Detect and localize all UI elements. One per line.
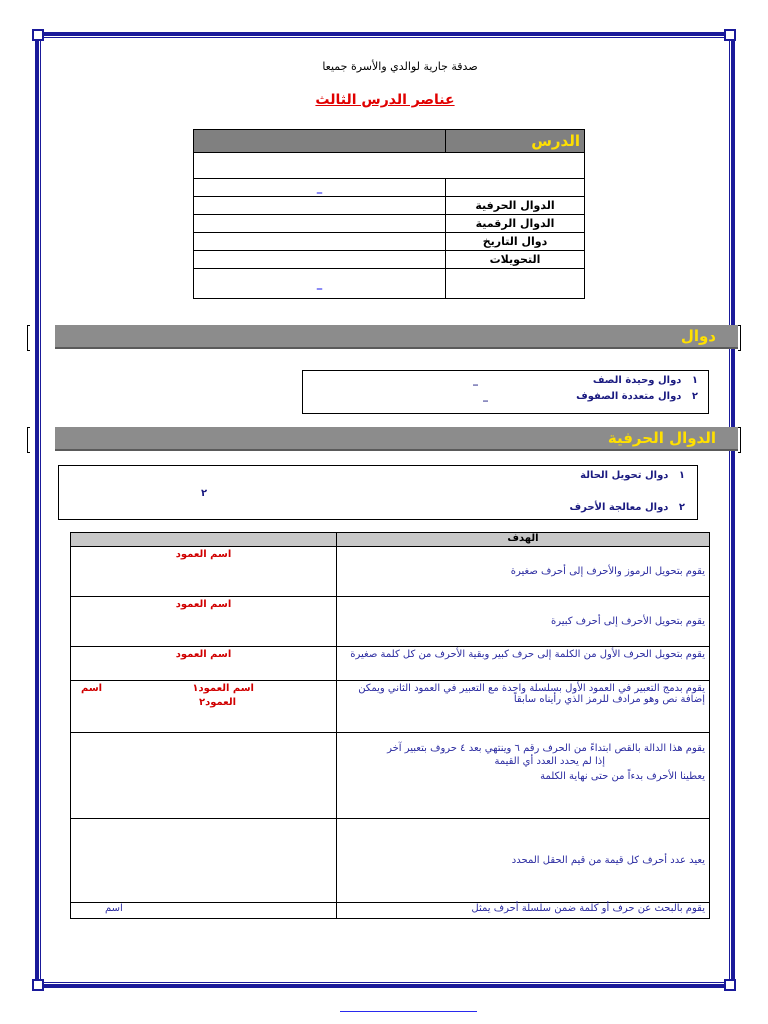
list-item: ٢ دوال متعددة الصفوف _ xyxy=(483,391,698,402)
section-header-text-functions xyxy=(55,427,738,451)
lesson-table-label xyxy=(446,179,585,197)
page-title: عناصر الدرس الثالث xyxy=(315,92,455,108)
lesson-table-header-blank xyxy=(194,130,446,153)
column-name-cell: اسم العمود xyxy=(71,547,337,597)
lesson-table-cell xyxy=(194,215,446,233)
footer-link-underline[interactable] xyxy=(340,1011,477,1012)
lesson-table-label xyxy=(446,269,585,299)
lesson-table-cell xyxy=(194,197,446,215)
list-item: ٢ دوال معالجة الأحرف xyxy=(569,502,685,513)
list-item: ١ دوال وحيدة الصف _ xyxy=(473,375,698,386)
frame-corner xyxy=(724,979,736,991)
section-title: دوال xyxy=(680,327,716,345)
text-functions-list-box xyxy=(58,465,698,520)
goal-cell: يقوم بدمج التعبير في العمود الأول بسلسلة واحدة مع التعبير في العمود الثاني ويمكن إضافة نص وهو مرادف للرمز الذي رأيناه سابقاً xyxy=(337,681,710,733)
table-row xyxy=(71,819,710,903)
column-name-cell: اسم xyxy=(71,903,337,919)
stray-number-line: ٢ xyxy=(201,488,208,499)
column-name-cell xyxy=(71,733,337,819)
goal-cell: يقوم بتحويل الأحرف إلى أحرف كبيرة xyxy=(337,597,710,647)
goal-cell: يعيد عدد أحرف كل قيمة من قيم الحقل المحدد xyxy=(337,819,710,903)
margin-marker xyxy=(738,427,741,453)
column-name-cell: اسم العمود xyxy=(71,597,337,647)
lesson-table-link[interactable]: _ xyxy=(194,179,446,197)
margin-marker xyxy=(27,325,30,351)
lesson-table-cell xyxy=(194,251,446,269)
table-row xyxy=(71,681,710,733)
table-header-blank xyxy=(71,533,337,547)
table-row xyxy=(71,547,710,597)
functions-table xyxy=(70,532,710,919)
column-name-cell xyxy=(71,819,337,903)
list-item: ١ دوال تحويل الحالة xyxy=(580,470,685,481)
table-row xyxy=(71,597,710,647)
list-item-label[interactable]: دوال معالجة الأحرف xyxy=(569,502,669,513)
column-name-cell: اسم العمود١ اسم العمود٢ xyxy=(71,681,337,733)
lesson-table-cell xyxy=(194,233,446,251)
frame-corner xyxy=(32,979,44,991)
lesson-item-text-functions[interactable]: الدوال الحرفية xyxy=(446,197,585,215)
table-header-goal: الهدف xyxy=(337,533,710,547)
frame-corner xyxy=(724,29,736,41)
lesson-table-link[interactable]: _ xyxy=(194,269,446,299)
margin-marker xyxy=(27,427,30,453)
list-item-label[interactable]: دوال متعددة الصفوف xyxy=(576,391,682,402)
table-row xyxy=(71,903,710,919)
list-item-label[interactable]: دوال تحويل الحالة xyxy=(580,470,669,481)
lesson-table-row xyxy=(194,153,585,179)
lesson-item-date-functions[interactable]: دوال التاريخ xyxy=(446,233,585,251)
lesson-table xyxy=(193,129,585,299)
section-header-functions xyxy=(55,325,738,349)
list-item-label[interactable]: دوال وحيدة الصف xyxy=(592,375,682,386)
lesson-table-header: الدرس xyxy=(446,130,585,153)
lesson-item-numeric-functions[interactable]: الدوال الرقمية xyxy=(446,215,585,233)
margin-marker xyxy=(738,325,741,351)
dedication-line: صدقة جارية لوالدي والأسرة جميعا xyxy=(322,60,478,73)
lesson-item-conversions[interactable]: التحويلات xyxy=(446,251,585,269)
goal-cell: يقوم هذا الدالة بالقص ابتداءً من الحرف رقم ٦ وينتهي بعد ٤ حروف بتعبير آخر إذا لم يحدد العدد أي القيمة يعطينا الأحرف بدءاً من حتى نهاية الكلمة xyxy=(337,733,710,819)
frame-corner xyxy=(32,29,44,41)
column-name-cell: اسم العمود xyxy=(71,647,337,681)
functions-list-box xyxy=(302,370,709,414)
table-row xyxy=(71,733,710,819)
goal-cell: يقوم بتحويل الرموز والأحرف إلى أحرف صغيرة xyxy=(337,547,710,597)
goal-cell: يقوم بتحويل الحرف الأول من الكلمة إلى حرف كبير وبقية الأحرف من كل كلمة صغيرة xyxy=(337,647,710,681)
goal-cell: يقوم بالبحث عن حرف أو كلمة ضمن سلسلة أحرف يمثل xyxy=(337,903,710,919)
table-row xyxy=(71,647,710,681)
section-title: الدوال الحرفية xyxy=(607,429,716,447)
